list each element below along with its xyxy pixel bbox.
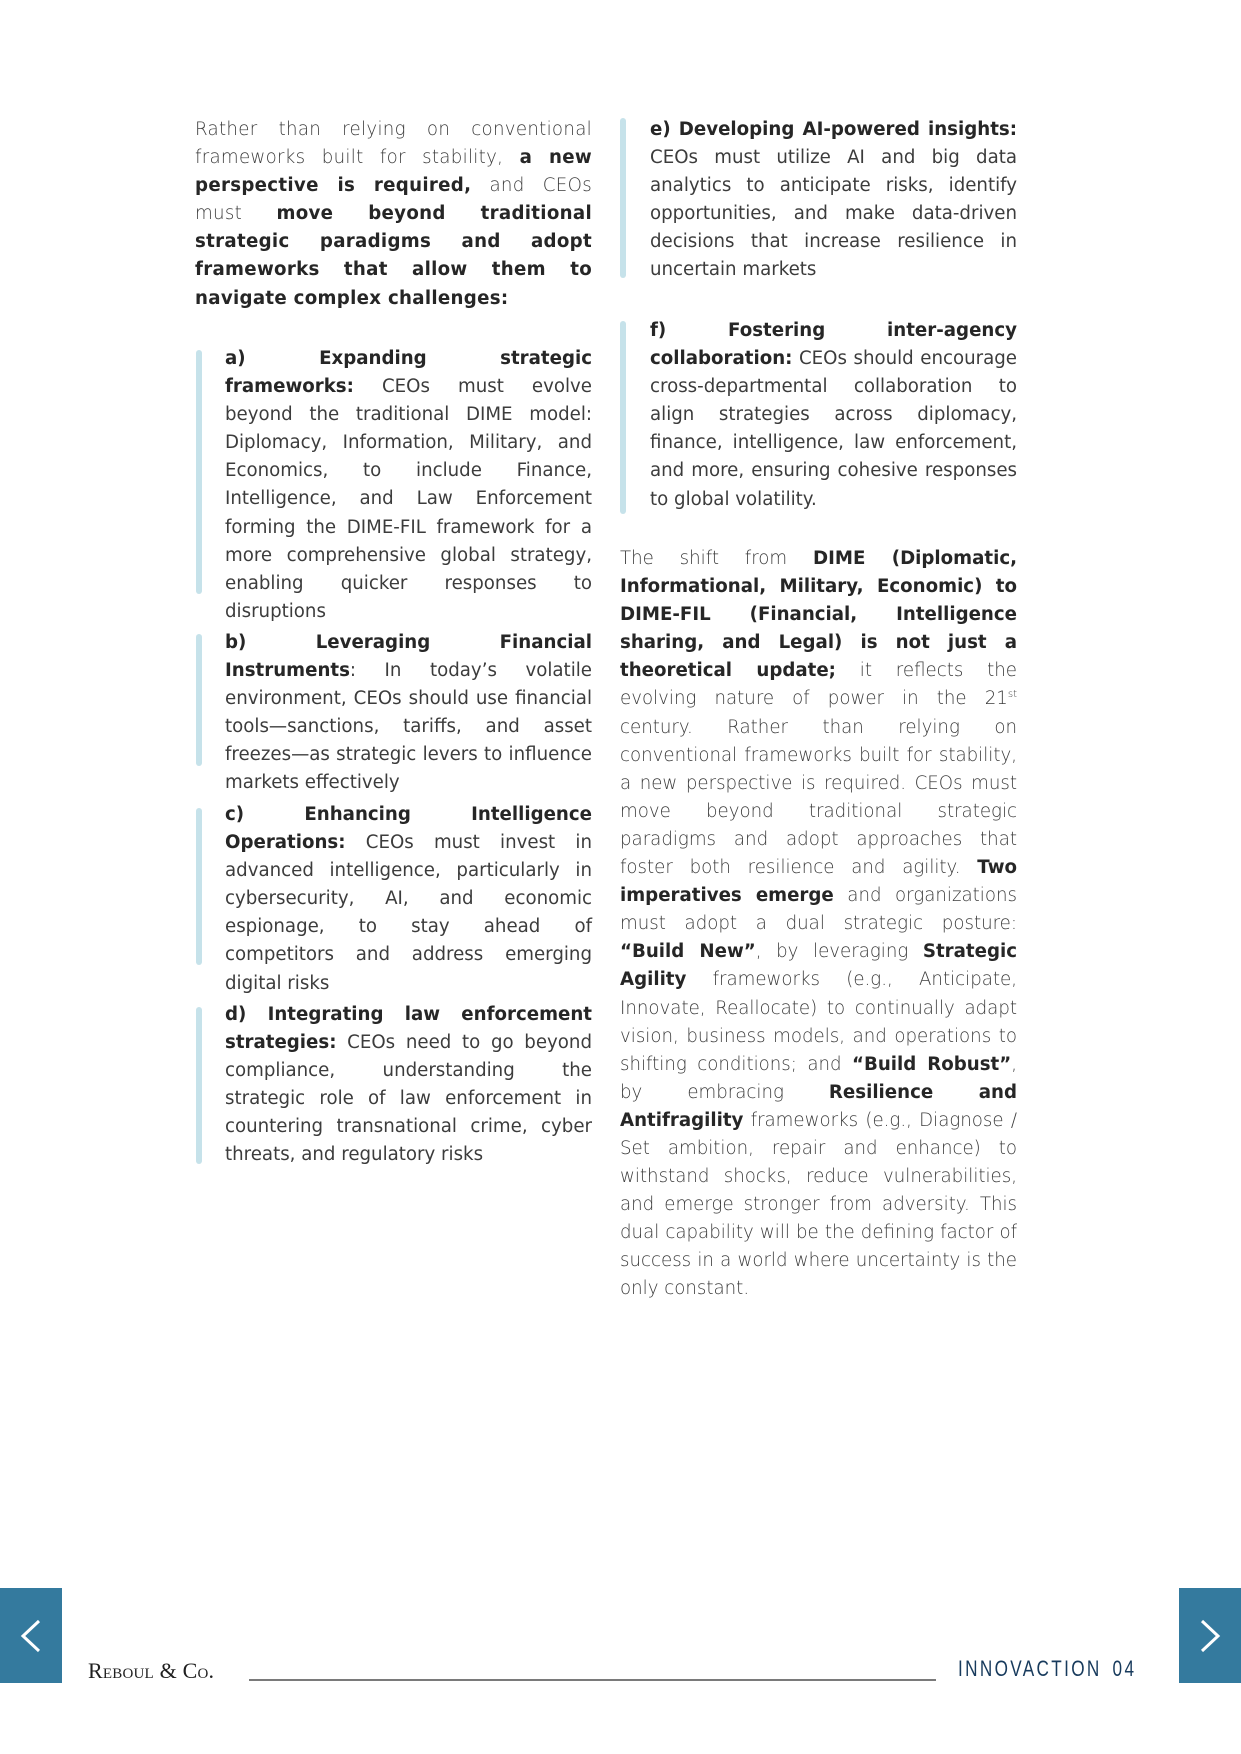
item-heading: b) Leveraging Financial Instruments bbox=[225, 632, 592, 682]
closing-text: , by leveraging bbox=[755, 941, 923, 963]
chevron-right-icon bbox=[1197, 1618, 1223, 1654]
item-heading: a) Expanding strategic frameworks: bbox=[225, 348, 592, 398]
item-text bbox=[225, 345, 592, 626]
item-body: CEOs should encourage cross-departmental collaboration to align strategies across diplomacy, finance, intelligence, law enforcement, and more, ensuring cohesive responses to global volatility. bbox=[650, 348, 1017, 510]
accent-bar bbox=[196, 808, 202, 965]
accent-bar bbox=[620, 118, 626, 278]
closing-text: frameworks (e.g., Anticipate, Innovate, Reallocate) to continually adapt vision, business models, and operations to shifting conditions; and bbox=[620, 969, 1017, 1075]
closing-text: The shift from bbox=[620, 548, 813, 569]
closing-text: , by embracing bbox=[620, 1053, 1017, 1103]
intro-bold-2: move beyond traditional strategic paradigms and adopt frameworks that allow them to navigate complex challenges: bbox=[195, 203, 592, 309]
closing-text: it reflects the evolving nature of power in the 21 bbox=[620, 660, 1018, 710]
item-text bbox=[650, 116, 1017, 285]
closing-bold: DIME (Diplomatic, Informational, Military, Economic) to DIME-FIL (Financial, Intelligence sharing, and Legal) is not just a theoretical update; bbox=[620, 548, 1018, 682]
closing-text: frameworks (e.g., Diagnose / Set ambition, repair and enhance) to withstand shocks, reduce vulnerabilities, and emerge stronger from adversity. This dual capability will be the defining factor of success in a world where uncertainty is the only constant. bbox=[620, 1109, 1017, 1300]
item-heading: f) Fostering inter-agency collaboration: bbox=[650, 320, 1017, 370]
closing-bold: Resilience and Antifragility bbox=[620, 1081, 1017, 1131]
previous-page-button[interactable] bbox=[0, 1588, 62, 1683]
closing-text: and organizations must adopt a dual strategic posture: bbox=[620, 885, 1017, 935]
brand-logo: Reboul & Co. bbox=[88, 1658, 215, 1683]
item-heading: c) Enhancing Intelligence Operations: bbox=[225, 804, 592, 854]
item-heading: d) Integrating law enforcement strategies: bbox=[225, 1004, 592, 1054]
accent-bar bbox=[620, 321, 626, 514]
item-heading: e) Developing AI-powered insights: bbox=[650, 119, 1017, 140]
next-page-button[interactable] bbox=[1179, 1588, 1241, 1683]
publication-name: INNOVACTION bbox=[958, 1656, 1102, 1681]
item-body: CEOs must evolve beyond the traditional DIME model: Diplomacy, Information, Military, and Economics, to include Finance, Intelligence, and Law Enforcement forming the DIME-FIL framework for a more comprehensive global strategy, enabling quicker responses to disruptions bbox=[225, 376, 592, 622]
intro-bold-1: a new perspective is required, bbox=[195, 147, 592, 197]
accent-bar bbox=[196, 350, 202, 594]
publication-label bbox=[958, 1656, 1136, 1682]
closing-bold: Strategic Agility bbox=[620, 941, 1017, 991]
item-text bbox=[225, 801, 592, 998]
closing-text: century. Rather than relying on conventional frameworks built for stability, a new perspective is required. CEOs must move beyond traditional strategic paradigms and adopt approaches that foster both resilience and agility. bbox=[620, 716, 1017, 879]
chevron-left-icon bbox=[18, 1618, 44, 1654]
item-body: : In today’s volatile environment, CEOs should use financial tools—sanctions, tariffs, and asset freezes—as strategic levers to influence markets effectively bbox=[225, 660, 592, 794]
closing-bold: Two imperatives emerge bbox=[620, 857, 1017, 907]
accent-bar bbox=[196, 634, 202, 766]
ordinal-superscript: st bbox=[1007, 689, 1017, 701]
item-body: CEOs must invest in advanced intelligence, particularly in cybersecurity, AI, and economic espionage, to stay ahead of competitors and address emerging digital risks bbox=[225, 832, 592, 994]
closing-bold: “Build New” bbox=[620, 941, 756, 963]
item-body: CEOs must utilize AI and big data analytics to anticipate risks, identify opportunities, and make data-driven decisions that increase resilience in uncertain markets bbox=[650, 147, 1017, 281]
page-number: 04 bbox=[1112, 1656, 1137, 1681]
item-text bbox=[225, 1001, 592, 1170]
intro-text-2: and CEOs must bbox=[195, 175, 592, 225]
closing-bold: “Build Robust” bbox=[852, 1053, 1012, 1075]
item-body: CEOs need to go beyond compliance, understanding the strategic role of law enforcement in countering transnational crime, cyber threats, and regulatory risks bbox=[225, 1032, 592, 1166]
item-text bbox=[225, 629, 592, 798]
closing-paragraph bbox=[620, 545, 1017, 1304]
intro-paragraph bbox=[195, 116, 592, 313]
item-text bbox=[650, 317, 1017, 514]
accent-bar bbox=[196, 1007, 202, 1164]
footer-divider bbox=[249, 1679, 936, 1681]
intro-text-1: Rather than relying on conventional frameworks built for stability, bbox=[195, 119, 592, 169]
